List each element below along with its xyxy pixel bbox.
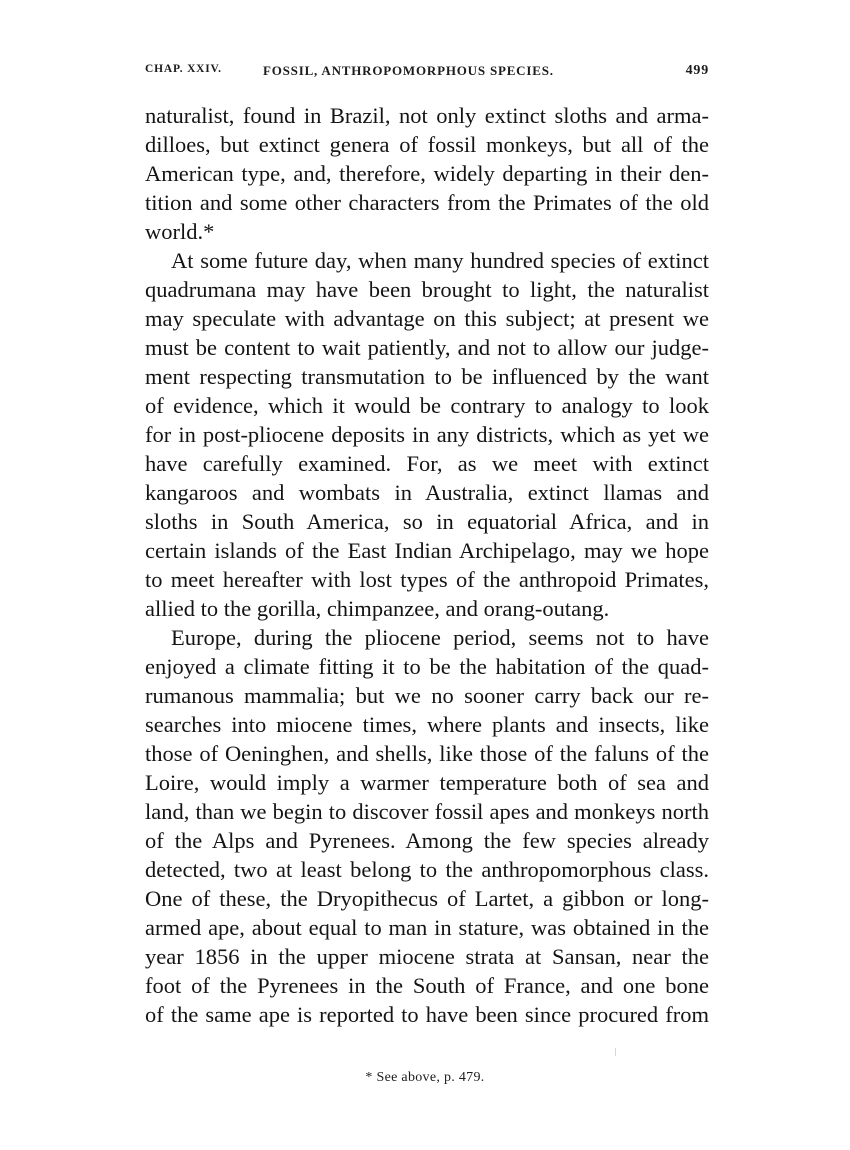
text-line: tition and some other characters from the Primates of the old — [145, 190, 709, 215]
text-line: One of these, the Dryopithecus of Lartet, a gibbon or long- — [145, 886, 709, 911]
text-line: dilloes, but extinct genera of fossil monkeys, but all of the — [145, 132, 709, 157]
text-line: may speculate with advantage on this subject; at present we — [145, 306, 709, 331]
text-line: allied to the gorilla, chimpanzee, and orang-outang. — [145, 596, 610, 621]
text-line: of the same ape is reported to have been since procured from — [145, 1002, 709, 1027]
text-line: sloths in South America, so in equatorial Africa, and in — [145, 509, 709, 534]
text-line: naturalist, found in Brazil, not only extinct sloths and arma- — [145, 103, 709, 128]
text-line: Loire, would imply a warmer temperature both of sea and — [145, 770, 709, 795]
text-line: those of Oeninghen, and shells, like those of the faluns of the — [145, 741, 709, 766]
text-line: enjoyed a climate fitting it to be the habitation of the quad- — [145, 654, 709, 679]
text-line: have carefully examined. For, as we meet with extinct — [145, 451, 709, 476]
text-line: to meet hereafter with lost types of the anthropoid Primates, — [145, 567, 709, 592]
text-line: certain islands of the East Indian Archipelago, may we hope — [145, 538, 709, 563]
running-head — [145, 63, 709, 83]
text-line: rumanous mammalia; but we no sooner carry back our re- — [145, 683, 709, 708]
text-line: for in post-pliocene deposits in any districts, which as yet we — [145, 422, 709, 447]
text-line: quadrumana may have been brought to light, the naturalist — [145, 277, 709, 302]
footnote-text: * See above, p. 479. — [365, 1070, 485, 1085]
text-line: ment respecting transmutation to be influenced by the want — [145, 364, 709, 389]
footnote — [0, 1070, 850, 1086]
running-title: FOSSIL, ANTHROPOMORPHOUS SPECIES. — [263, 63, 554, 78]
text-line: of evidence, which it would be contrary to analogy to look — [145, 393, 709, 418]
text-line: searches into miocene times, where plants and insects, like — [145, 712, 709, 737]
text-line: At some future day, when many hundred species of extinct — [171, 248, 709, 273]
text-line: year 1856 in the upper miocene strata at Sansan, near the — [145, 944, 709, 969]
text-line: Europe, during the pliocene period, seems not to have — [171, 625, 709, 650]
text-line: land, than we begin to discover fossil apes and monkeys north — [145, 799, 709, 824]
scan-mark — [615, 1048, 616, 1056]
text-line: world.* — [145, 219, 215, 244]
text-line: must be content to wait patiently, and not to allow our judge- — [145, 335, 709, 360]
text-line: foot of the Pyrenees in the South of France, and one bone — [145, 973, 709, 998]
text-line: American type, and, therefore, widely departing in their den- — [145, 161, 709, 186]
body-text — [145, 101, 709, 1029]
text-line: armed ape, about equal to man in stature, was obtained in the — [145, 915, 709, 940]
text-line: detected, two at least belong to the anthropomorphous class. — [145, 857, 709, 882]
text-line: kangaroos and wombats in Australia, extinct llamas and — [145, 480, 709, 505]
chapter-label: CHAP. XXIV. — [145, 63, 222, 75]
page-number: 499 — [685, 63, 709, 78]
text-line: of the Alps and Pyrenees. Among the few species already — [145, 828, 709, 853]
